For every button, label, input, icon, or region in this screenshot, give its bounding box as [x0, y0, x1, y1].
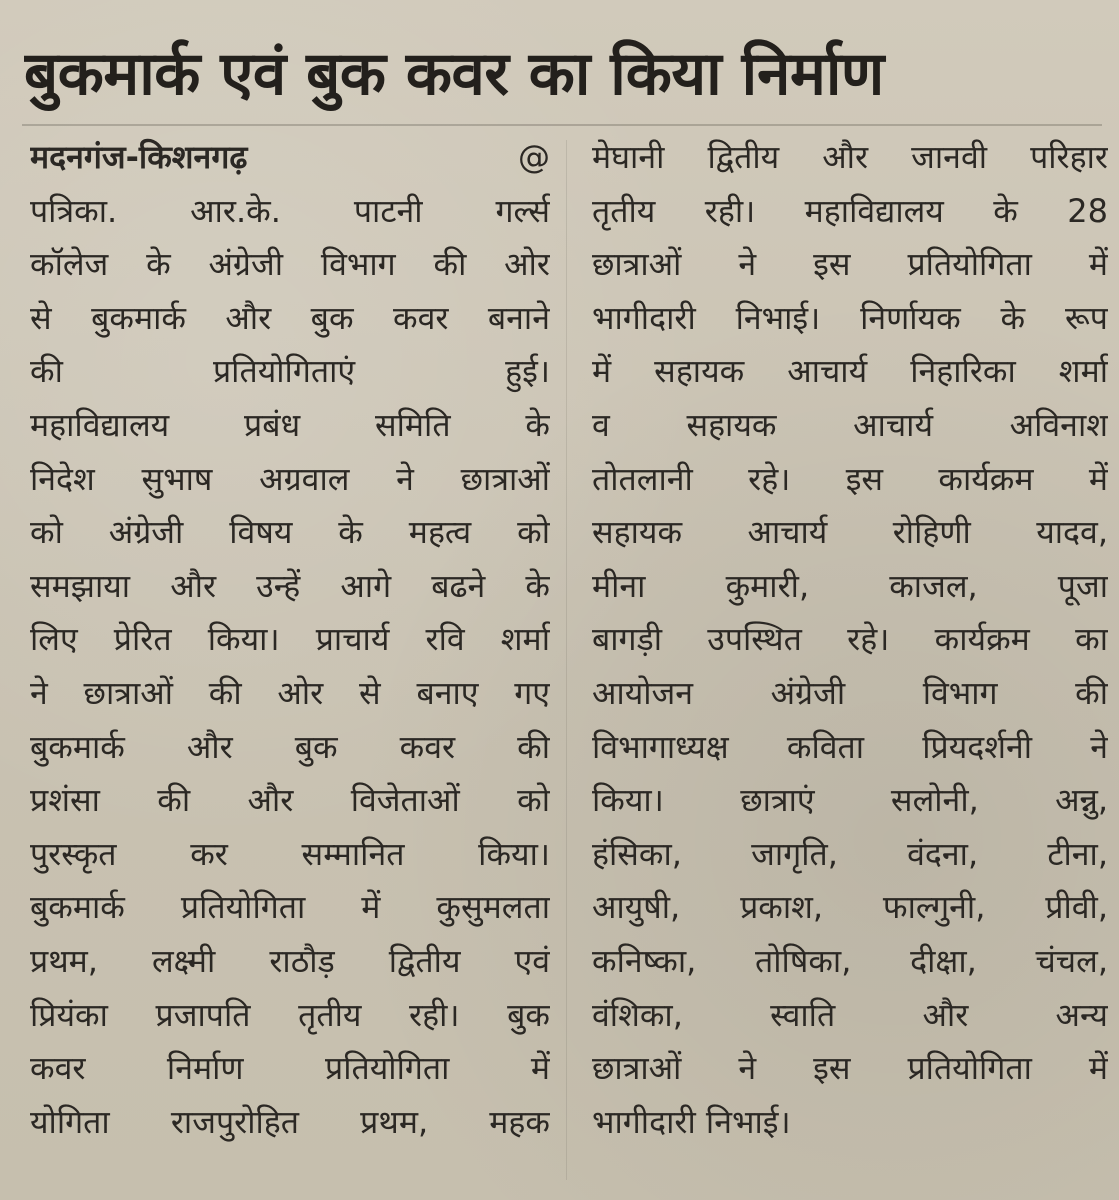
headline-rule: [22, 124, 1102, 126]
right-column: [592, 131, 1108, 1191]
article-line: कनिष्का, तोषिका, दीक्षा, चंचल,: [592, 941, 1108, 980]
article-line: तृतीय रही। महाविद्यालय के 28: [592, 191, 1108, 230]
article-line: योगिता राजपुरोहित प्रथम, महक: [30, 1102, 550, 1141]
article-line: छात्राओं ने इस प्रतियोगिता में: [592, 245, 1108, 284]
article-line: विभागाध्यक्ष कविता प्रियदर्शनी ने: [592, 727, 1108, 766]
article-line: प्रशंसा की और विजेताओं को: [30, 781, 550, 820]
left-column: [30, 131, 550, 1191]
article-line: भागीदारी निभाई। निर्णायक के रूप: [592, 298, 1108, 337]
article-line: ने छात्राओं की ओर से बनाए गए: [30, 673, 550, 712]
article-line: आयोजन अंग्रेजी विभाग की: [592, 673, 1108, 712]
article-line: छात्राओं ने इस प्रतियोगिता में: [592, 1049, 1108, 1088]
article-line: को अंग्रेजी विषय के महत्व को: [30, 513, 550, 552]
article-line: प्रियंका प्रजापति तृतीय रही। बुक: [30, 995, 550, 1034]
article-line: महाविद्यालय प्रबंध समिति के: [30, 405, 550, 444]
article-line: सहायक आचार्य रोहिणी यादव,: [592, 513, 1108, 552]
article-line: कॉलेज के अंग्रेजी विभाग की ओर: [30, 245, 550, 284]
headline: बुकमार्क एवं बुक कवर का किया निर्माण: [24, 39, 884, 109]
article-line: तोतलानी रहे। इस कार्यक्रम में: [592, 459, 1108, 498]
article-line: बागड़ी उपस्थित रहे। कार्यक्रम का: [592, 620, 1108, 659]
article-line: से बुकमार्क और बुक कवर बनाने: [30, 298, 550, 337]
article-line: हंसिका, जागृति, वंदना, टीना,: [592, 834, 1108, 873]
article-line: लिए प्रेरित किया। प्राचार्य रवि शर्मा: [30, 620, 550, 659]
article-line: बुकमार्क और बुक कवर की: [30, 727, 550, 766]
article-line: मीना कुमारी, काजल, पूजा: [592, 566, 1108, 605]
dateline: [30, 131, 550, 185]
article-line: बुकमार्क प्रतियोगिता में कुसुमलता: [30, 888, 550, 927]
article-line: व सहायक आचार्य अविनाश: [592, 405, 1108, 444]
article-line: निदेश सुभाष अग्रवाल ने छात्राओं: [30, 459, 550, 498]
article-line: वंशिका, स्वाति और अन्य: [592, 995, 1108, 1034]
dateline-place: मदनगंज-किशनगढ़: [30, 138, 248, 176]
article-line: की प्रतियोगिताएं हुई।: [30, 352, 550, 391]
article-line: मेघानी द्वितीय और जानवी परिहार: [592, 138, 1108, 176]
article-line: पुरस्कृत कर सम्मानित किया।: [30, 834, 550, 873]
article-line: प्रथम, लक्ष्मी राठौड़ द्वितीय एवं: [30, 941, 550, 980]
article-line: कवर निर्माण प्रतियोगिता में: [30, 1049, 550, 1088]
article-line: समझाया और उन्हें आगे बढने के: [30, 566, 550, 605]
article-line: पत्रिका. आर.के. पाटनी गर्ल्स: [30, 191, 550, 230]
article-line: भागीदारी निभाई।: [592, 1102, 791, 1141]
column-divider: [566, 140, 567, 1180]
at-symbol: @: [518, 138, 550, 176]
article-line: में सहायक आचार्य निहारिका शर्मा: [592, 352, 1108, 391]
article-line: आयुषी, प्रकाश, फाल्गुनी, प्रीवी,: [592, 888, 1108, 927]
article-line: किया। छात्राएं सलोनी, अन्नु,: [592, 781, 1108, 820]
